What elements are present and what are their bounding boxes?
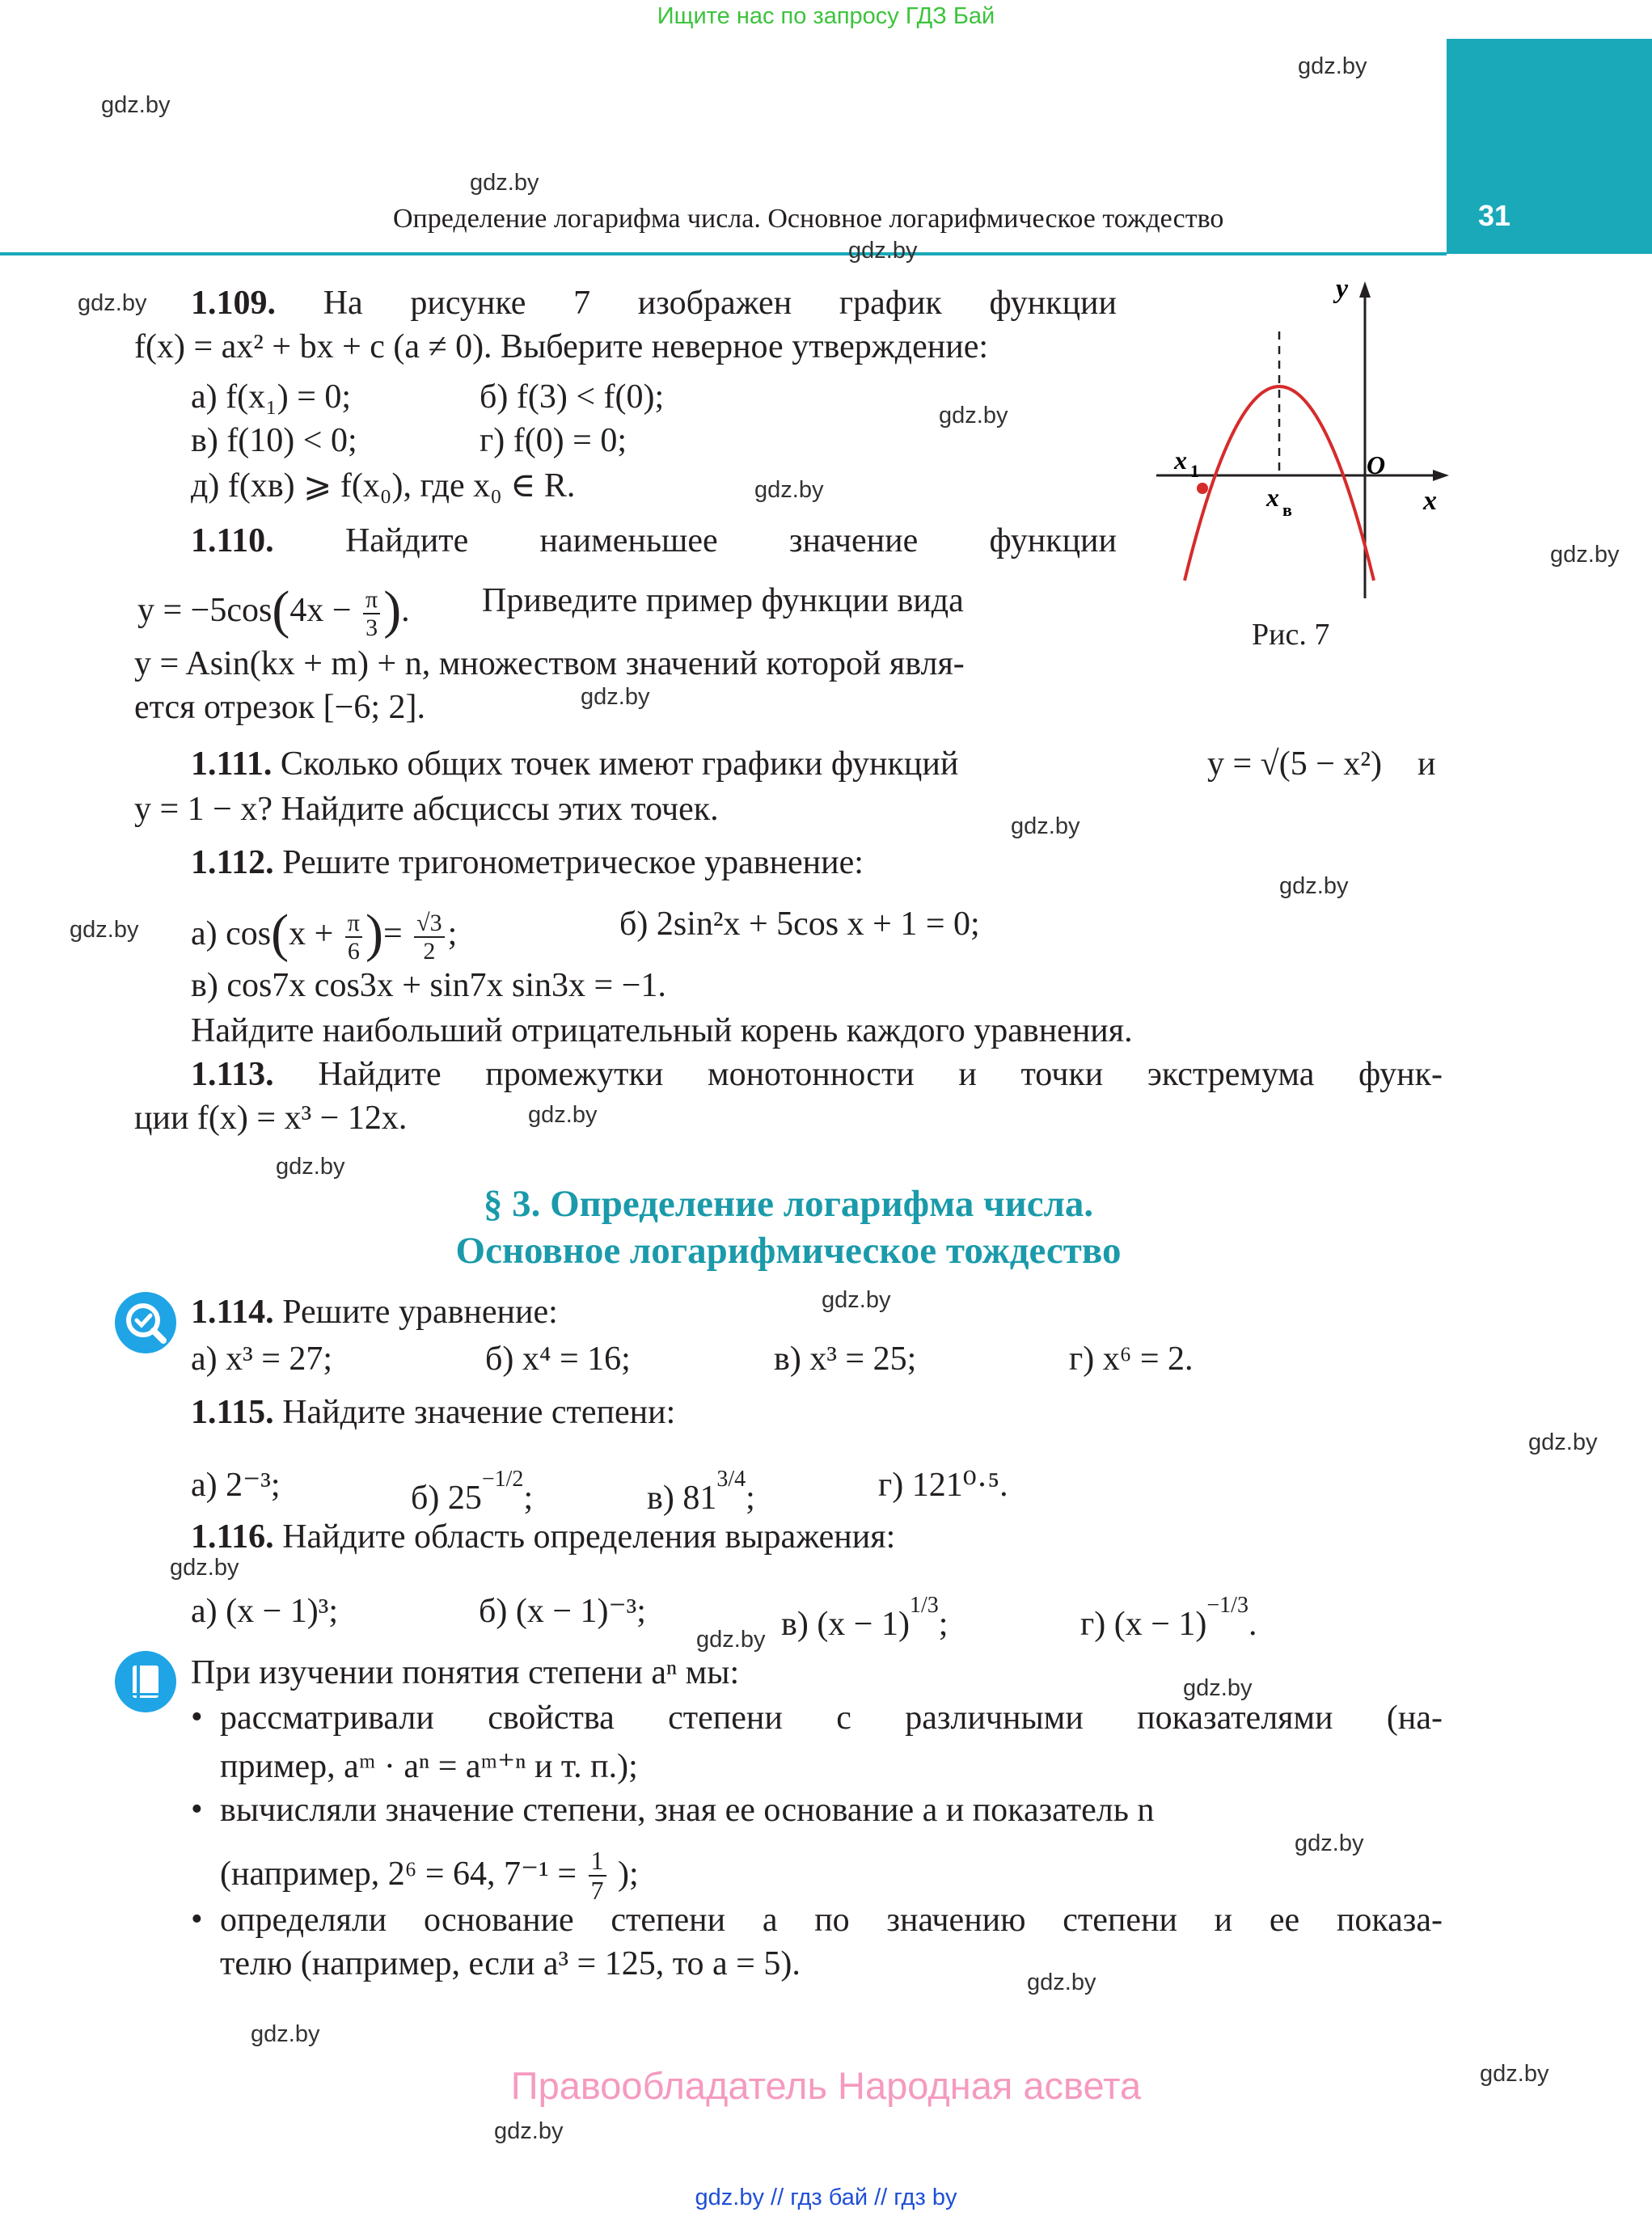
problem-111-and: и [1418,745,1436,783]
problem-110-line3: y = Asin(kx + m) + n, множеством значений которой явля- [134,645,965,682]
watermark: gdz.by [1011,813,1080,839]
copyright-notice: Правообладатель Народная асвета [510,2064,1142,2107]
problem-110-line1 [191,524,1117,558]
section-title-line1: § 3. Определение логарифма числа. [483,1183,1094,1225]
problem-116-option-c: в) $(x - 1)^{1/3}$; [781,1593,949,1643]
bullet: • [191,1901,203,1938]
y-axis-arrow [1359,281,1371,298]
watermark: gdz.by [848,238,918,264]
watermark: gdz.by [470,170,539,196]
watermark: gdz.by [1528,1429,1598,1455]
problem-113-number: 1.113. [191,1056,274,1093]
problem-116-number: 1.116. [191,1518,274,1556]
watermark: gdz.by [1279,873,1349,899]
info-intro: При изучении понятия степени aⁿ мы: [191,1654,740,1691]
problem-109-line1 [191,286,1117,320]
problem-109-option-e: д) f(xв) ⩾ f(x₀), где x₀ ∈ R. [191,467,576,505]
x-axis-arrow [1433,470,1449,481]
problem-110-number: 1.110. [191,522,274,559]
formula-prefix: y = −5cos [137,592,273,629]
problem-115-option-a: а) 2⁻³; [191,1467,281,1504]
problem-113-text: Найдите промежутки монотонности и точки экстремума функ- [318,1056,1443,1093]
watermark: gdz.by [754,477,824,503]
info-bullet2-line2: (например, 2⁶ = 64, 7⁻¹ = $\frac{1}{7}$ ); [220,1846,639,1906]
x-label: x [1423,486,1437,516]
watermark: gdz.by [1295,1830,1364,1856]
problem-113-line2: ции f(x) = x³ − 12x. [134,1100,408,1137]
section-title-line2: Основное логарифмическое тождество [455,1230,1122,1272]
watermark: gdz.by [696,1627,766,1653]
problem-109-number: 1.109. [191,285,276,322]
problem-114-title: 1.114. Решите уравнение: [191,1294,558,1331]
problem-111-function: y = √(5 − x²) [1207,745,1382,783]
watermark: gdz.by [581,684,650,710]
problem-109-option-a: а) f(x₁) = 0; [191,378,352,416]
parabola-figure [1148,275,1456,606]
figure-caption: Рис. 7 [1252,618,1330,652]
problem-115-number: 1.115. [191,1394,274,1431]
book-icon [113,1649,178,1714]
problem-112-option-b: б) 2sin²x + 5cos x + 1 = 0; [619,906,980,943]
bottom-links[interactable]: gdz.by // гдз бай // гдз by [695,2185,957,2210]
problem-110-formula: y = −5cos(4x − $\frac{\pi}{3}$ ). [137,581,410,641]
problem-109-text: На рисунке 7 изображен график функции [323,285,1117,322]
problem-114-option-d: г) x⁶ = 2. [1069,1340,1194,1378]
page-number: 31 [1478,199,1511,232]
problem-116-title: 1.116. Найдите область определения выражения: [191,1518,896,1556]
watermark: gdz.by [1183,1675,1253,1701]
problem-116-option-a: а) (x − 1)³; [191,1593,339,1630]
watermark: gdz.by [1550,542,1620,568]
pi-over-six: $\frac{\pi}{6}$ [345,910,362,965]
xv-label: x [1266,483,1279,512]
watermark: gdz.by [528,1102,598,1128]
watermark: gdz.by [1480,2061,1549,2087]
x1-label: x [1174,445,1187,475]
problem-115-option-d: г) 121⁰·⁵. [878,1467,1008,1504]
xv-subscript: в [1282,500,1292,520]
header-rule [0,252,1447,255]
watermark: gdz.by [822,1287,891,1313]
problem-111-line1 [191,747,958,781]
problem-112-option-a: а) cos(x + $\frac{\pi}{6}$ )= $\frac{√3}{2}$ ; [191,904,458,965]
watermark: gdz.by [939,403,1008,429]
problem-109-option-c: в) f(10) < 0; [191,422,357,459]
info-bullet1-line2: пример, aᵐ · aⁿ = aᵐ⁺ⁿ и т. п.); [220,1748,638,1785]
info-bullet2-line1: вычисляли значение степени, зная ее основание a и показатель n [220,1792,1155,1829]
root-point [1197,483,1208,494]
origin-label: O [1367,450,1386,479]
watermark: gdz.by [70,917,139,943]
sqrt3-over-two: $\frac{√3}{2}$ [414,910,444,965]
watermark: gdz.by [1027,1970,1096,1995]
problem-115-title: 1.115. Найдите значение степени: [191,1394,676,1431]
problem-109-option-b: б) f(3) < f(0); [480,378,665,416]
problem-111-line2: y = 1 − x? Найдите абсциссы этих точек. [134,791,719,828]
x1-subscript: 1 [1190,461,1199,481]
problem-110-text: Найдите наименьшее значение функции [344,522,1118,559]
problem-112-option-c: в) cos7x cos3x + sin7x sin3x = −1. [191,967,666,1004]
fraction-one-seventh: $\frac{1}{7}$ [589,1847,606,1905]
info-bullet3-line2: телю (например, если a³ = 125, то a = 5). [220,1945,801,1982]
watermark: gdz.by [251,2021,320,2047]
watermark: gdz.by [101,92,171,118]
bullet: • [191,1699,203,1736]
problem-109-option-d: г) f(0) = 0; [480,422,627,459]
parabola-curve [1185,386,1374,581]
problem-116-option-b: б) (x − 1)⁻³; [479,1593,646,1630]
problem-110-line2: Приведите пример функции вида [482,582,964,619]
watermark: gdz.by [494,2118,564,2144]
problem-116-option-d: г) $(x - 1)^{-1/3}$. [1080,1593,1257,1643]
problem-111-text: Сколько общих точек имеют графики функций [280,745,959,783]
y-label: y [1336,275,1349,304]
pi-over-three: $\frac{\pi}{3}$ [363,586,380,641]
problem-115-option-c: в) $81^{3/4}$; [647,1467,755,1517]
info-bullet1-line1: рассматривали свойства степени с различными показателями (на- [220,1699,1443,1737]
formula-argument: 4x − [289,592,352,629]
problem-112-text: Решите тригонометрическое уравнение: [282,844,864,881]
watermark: gdz.by [1298,53,1367,79]
problem-114-option-a: а) x³ = 27; [191,1340,333,1378]
bullet: • [191,1791,203,1828]
problem-114-option-c: в) x³ = 25; [774,1340,917,1378]
problem-115-option-b: б) $25^{-1/2}$; [411,1467,534,1517]
problem-110-line4: ется отрезок [−6; 2]. [134,689,426,726]
watermark: gdz.by [78,290,147,316]
problem-113-line1 [191,1058,1443,1091]
watermark: gdz.by [170,1555,239,1581]
problem-109-line2: f(x) = ax² + bx + c (a ≠ 0). Выберите неверное утверждение: [134,328,989,365]
problem-112-number: 1.112. [191,844,274,881]
search-check-icon [113,1290,178,1355]
info-bullet3-line1: определяли основание степени a по значению степени и ее показа- [220,1902,1443,1939]
problem-114-option-b: б) x⁴ = 16; [485,1340,631,1378]
watermark: gdz.by [276,1154,345,1180]
problem-112-last-line: Найдите наибольший отрицательный корень каждого уравнения. [191,1012,1133,1049]
running-header: Определение логарифма числа. Основное логарифмическое тождество [393,204,1224,234]
problem-111-number: 1.111. [191,745,273,783]
problem-114-number: 1.114. [191,1294,274,1331]
top-banner[interactable]: Ищите нас по запросу ГДЗ Бай [657,3,995,29]
problem-112-line1 [191,846,864,880]
